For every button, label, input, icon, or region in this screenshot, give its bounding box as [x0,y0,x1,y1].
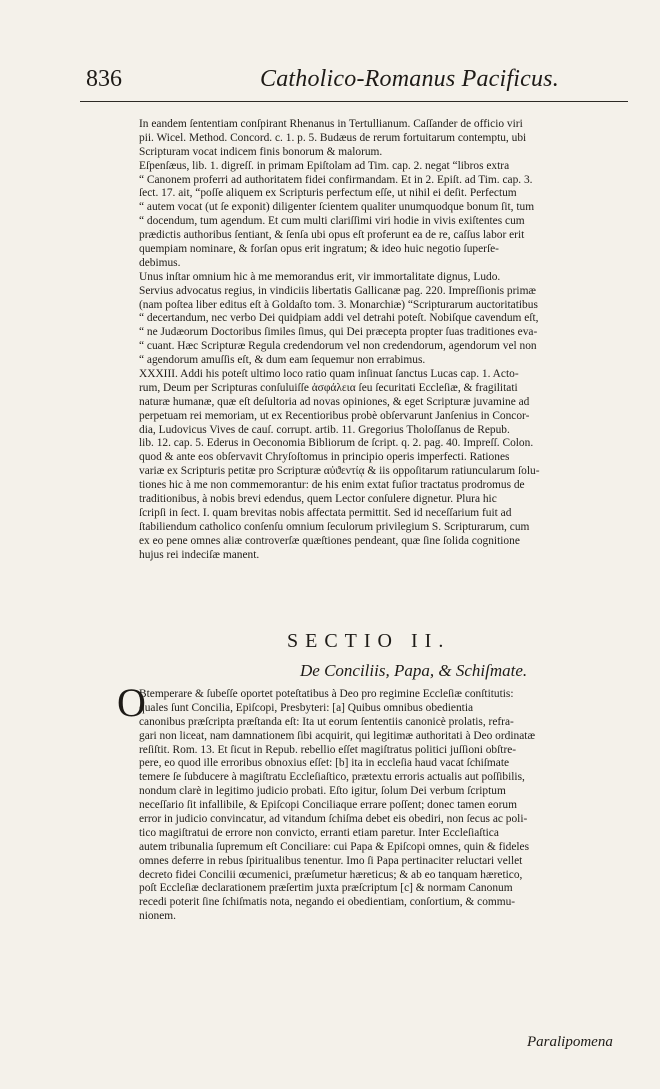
text-line: omnes deferre in rebus ſpiritualibus tenentur. Imo ſi Papa pertinaciter reluctari vellet [139,854,523,867]
running-title: Catholico-Romanus Pacificus. [260,66,559,92]
text-line: quempiam nominare, & forſan opus erit ingratum; & ideo huic negotio ſuperſe- [139,243,499,256]
text-line: ſcripſi in ſect. I. quam brevitas nobis affectata permittit. Sed id neceſſarium fuit ad [139,506,512,519]
catchword: Paralipomena [527,1034,613,1050]
text-line: “ Canonem proferri ad authoritatem fidei confirmandam. Et in 2. Epiſt. ad Tim. cap. 3. [139,173,533,186]
header-rule [80,101,628,102]
text-line: “ cuant. Hæc Scripturæ Regula credendorum vel non credendorum, agendorum vel non [139,340,537,353]
drop-cap: O [117,680,146,725]
text-line: ex eo pene omnes aliæ controverſæ quæſtiones pendeant, quæ ſine ſolida cognitione [139,534,520,547]
section-body [139,688,629,924]
text-line: traditionibus, à nobis brevi edendus, quem Lector conſulere dignetur. Plura hic [139,493,497,506]
text-line: quales ſunt Concilia, Epiſcopi, Presbyteri: [a] Quibus omnibus obedientia [139,701,474,714]
text-line: ſect. 17. ait, “poſſe aliquem ex Scripturis perfectum eſſe, ut nihil ei deſit. Perfectum [139,187,517,200]
text-line: tiones hic à me non commemorantur: de his enim extat fuſior tractatus prodromus de [139,479,525,492]
text-line: nionem. [139,910,177,923]
text-line: Btemperare & ſubeſſe oportet poteſtatibus à Deo pro regimine Eccleſiæ conſtitutis: [139,688,514,700]
text-line: quod & ante eos obſervavit Chryſoſtomus in principio operis imperfecti. Rationes [139,451,510,464]
text-line: debimus. [139,256,181,269]
text-line: nondum clarè in legitimo judicio probati. Eſto igitur, ſolum Dei verbum ſcriptum [139,785,506,798]
text-line: reſiſtit. Rom. 13. Et ſicut in Repub. rebellio eſſet magiſtratus politici juſſioni obſtre- [139,743,517,756]
text-line: decreto fidei Concilii œcumenici, præſumetur hæreticus; & ab eo tanquam hæretico, [139,868,523,881]
page-header [86,66,626,100]
text-line: Unus inſtar omnium hic à me memorandus erit, vir immortalitate dignus, Ludo. [139,270,501,283]
text-line: Eſpenſæus, lib. 1. digreſſ. in primam Epiſtolam ad Tim. cap. 2. negat “libros extra [139,159,510,172]
text-line: hujus rei indeciſæ manent. [139,548,260,561]
text-line: error in judicio convincatur, ad vitandum ſchiſma debet eis obediri, non ſecus ac poli- [139,813,528,826]
text-line: “ decertandum, nec verbo Dei quidpiam addi vel detrahi poteſt. Nobiſque cavendum eſt, [139,312,539,325]
text-line: neceſſario ſit infallibile, & Epiſcopi Conciliaque errare poſſent; donec tamen eorum [139,799,517,812]
text-line: “ docendum, tum agendum. Et cum multi clariſſimi viri hodie in vivis exiſtentes cum [139,215,525,228]
text-line: Scripturam vocat indicem finis bonorum & malorum. [139,145,383,158]
text-line: rum, Deum per Scripturas conſuluiſſe ἀσφάλεια ſeu ſecuritati Eccleſiæ, & fragilitati [139,381,518,394]
notes-block [139,118,629,563]
text-line: poſt Eccleſiæ declarationem præſertim juxta præſcriptum [c] & normam Canonum [139,882,513,895]
text-line: canonibus præſcripta præſtanda eſt: Ita ut eorum ſententiis canonicè prolatis, refra- [139,715,514,728]
page-number: 836 [86,66,122,92]
text-line: gari non liceat, nam damnationem ſibi acquirit, qui legitimæ authoritati à Deo ordinatæ [139,729,536,742]
text-line: recedi poterit ſine ſchiſmatis nota, negando ei obedientiam, conſortium, & commu- [139,896,516,909]
text-line: temere ſe ſubducere à magiſtratu Eccleſiaſtico, prætextu erroris actualis aut poſſibilis, [139,771,525,784]
text-line: dia, Ludovicus Vives de cauſ. corrupt. artib. 11. Gregorius Tholoſſanus de Repub. [139,423,510,436]
text-line: In eandem ſententiam conſpirant Rhenanus in Tertullianum. Caſſander de officio viri [139,118,523,130]
text-line: lib. 12. cap. 5. Ederus in Oeconomia Bibliorum de ſcript. q. 2. pag. 40. Impreſſ. Colon. [139,437,534,450]
text-line: variæ ex Scripturis petitæ pro Scripturæ αὐϑεντίᾳ & iis oppoſitarum ratiuncularum ſolu- [139,465,540,478]
section-heading: SECTIO II. [287,630,451,652]
text-line: perpetuam rei memoriam, ut ex Recentioribus probè obſervarunt Janſenius in Concor- [139,409,530,422]
text-line: prædictis authoribus ſentiant, & ſenſa ubi opus eſt proferunt ea de re, caſſus labor erit [139,229,525,242]
text-line: XXXIII. Addi his poteſt ultimo loco ratio quam inſinuat ſanctus Lucas cap. 1. Acto- [139,368,519,381]
text-line: “ autem vocat (ut ſe exponit) diligenter ſcientem qualiter unumquodque bonum ſit, tum [139,201,535,214]
text-line: (nam poſtea liber editus eſt à Goldaſto tom. 3. Monarchiæ) “Scripturarum auctoritatibus [139,298,538,311]
text-line: “ ne Judæorum Doctoribus ſimiles ſimus, qui Dei præcepta propter ſuas traditiones eva- [139,326,538,339]
text-line: ſtabiliendum catholico conſenſu omnium ſeculorum privilegium S. Scripturarum, cum [139,520,530,533]
text-line: “ agendorum amuſſis eſt, & dum eam ſequemur non errabimus. [139,354,426,367]
text-line: naturæ humanæ, quæ eſt deſultoria ad novas opiniones, & eget Scripturæ juvamine ad [139,395,530,408]
text-line: autem tribunalia ſupremum eſt Conciliare: cui Papa & Epiſcopi omnes, quin & fideles [139,840,530,853]
section-subtitle: De Conciliis, Papa, & Schiſmate. [300,661,528,680]
text-line: Servius advocatus regius, in vindiciis libertatis Gallicanæ pag. 220. Impreſſionis primæ [139,284,537,297]
text-line: pii. Wicel. Method. Concord. c. 1. p. 5. Budæus de rerum fortuitarum contemptu, ubi [139,131,527,144]
text-line: tico magiſtratui de errore non convicto, erranti etiam paretur. Inter Eccleſiaſtica [139,826,499,839]
text-line: pere, eo quod ille erroribus obnoxius eſſet: [b] ita in eccleſia haud vacat ſchiſmate [139,757,510,770]
